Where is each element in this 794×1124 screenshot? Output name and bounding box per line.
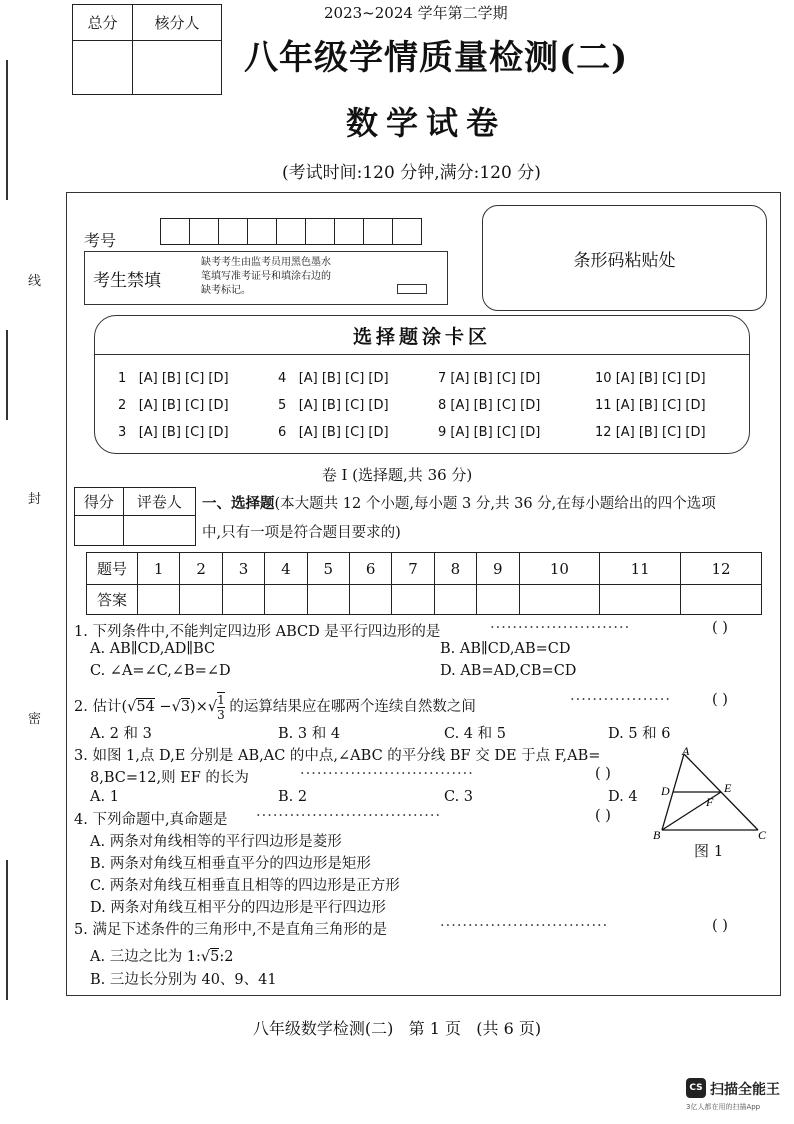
exam-number-digit[interactable] [190, 219, 219, 245]
fig-label-d: D [661, 784, 670, 798]
answer-table-num: 1 [138, 553, 180, 585]
q2-option-a: A. 2 和 3 [90, 726, 152, 742]
exam-number-digit[interactable] [393, 219, 422, 245]
q4-paren: ( ) [595, 808, 611, 824]
exam-number-digit[interactable] [364, 219, 393, 245]
fig-label-f: F [706, 795, 714, 809]
q5-option-b: B. 三边长分别为 40、9、41 [90, 972, 277, 988]
grader-label: 评卷人 [123, 488, 195, 516]
no-fill-note: 缺考考生由监考员用黑色墨水 笔填写准考证号和填涂右边的 缺考标记。 [201, 257, 331, 296]
binding-line [6, 330, 8, 420]
exam-number-digit[interactable] [248, 219, 277, 245]
answer-bubble-row[interactable]: 11 [A] [B] [C] [D] [595, 398, 706, 413]
side-label-seal: 封 [28, 492, 42, 507]
answer-bubble-row[interactable]: 6 [A] [B] [C] [D] [278, 425, 389, 440]
answer-table-num: 5 [307, 553, 349, 585]
q3-option-b: B. 2 [278, 789, 308, 805]
scanner-app-name: 扫描全能王 [710, 1082, 780, 1098]
q2-stem: 2. 估计(√54 −√3)×√ $\frac{1}{3}$ 的运算结果应在哪两个连续自然数之间 [74, 693, 476, 722]
q5-leader: ······························ [440, 918, 609, 934]
binding-line [6, 860, 8, 1000]
answer-table-num: 7 [392, 553, 434, 585]
barcode-area [482, 205, 767, 311]
q1-leader: ························· [490, 620, 631, 636]
answer-bubble-row[interactable]: 3 [A] [B] [C] [D] [118, 425, 229, 440]
answer-bubble-row[interactable]: 12 [A] [B] [C] [D] [595, 425, 706, 440]
exam-number-label: 考号 [84, 231, 117, 250]
exam-info: (考试时间:120 分钟,满分:120 分) [282, 163, 541, 183]
answer-table-num: 11 [600, 553, 681, 585]
q1-stem: 1. 下列条件中,不能判定四边形 ABCD 是平行四边形的是 [74, 624, 441, 640]
answer-cell[interactable] [138, 585, 180, 615]
q2-option-c: C. 4 和 5 [444, 726, 506, 742]
q4-option-d: D. 两条对角线互相平分的四边形是平行四边形 [90, 900, 386, 916]
answer-bubble-row[interactable]: 10 [A] [B] [C] [D] [595, 371, 706, 386]
no-fill-label: 考生禁填 [93, 271, 161, 291]
answer-bubble-row[interactable]: 5 [A] [B] [C] [D] [278, 398, 389, 413]
answer-table-num: 9 [477, 553, 519, 585]
exam-title: 八年级学情质量检测(二) [244, 38, 629, 78]
q1-option-d: D. AB=AD,CB=CD [440, 663, 577, 679]
fig-label-a: A [682, 746, 690, 758]
subject-title: 数学试卷 [346, 104, 507, 142]
q1-option-c: C. ∠A=∠C,∠B=∠D [90, 663, 231, 679]
answer-table-num: 8 [434, 553, 476, 585]
answer-cell[interactable] [222, 585, 264, 615]
answer-table-ans-label: 答案 [87, 585, 138, 615]
answer-cell[interactable] [600, 585, 681, 615]
answer-cell[interactable] [681, 585, 762, 615]
q5-option-a: A. 三边之比为 1:√5:2 [90, 949, 234, 965]
q2-leader: ·················· [570, 692, 671, 708]
q5-paren: ( ) [712, 918, 728, 934]
answer-cell[interactable] [180, 585, 222, 615]
barcode-label: 条形码粘贴处 [573, 251, 676, 271]
score-label: 得分 [75, 488, 124, 516]
answer-table [86, 552, 762, 615]
answer-bubble-row[interactable]: 7 [A] [B] [C] [D] [438, 371, 541, 386]
exam-number-digit[interactable] [335, 219, 364, 245]
answer-bubble-row[interactable]: 8 [A] [B] [C] [D] [438, 398, 541, 413]
q2-option-d: D. 5 和 6 [608, 726, 671, 742]
exam-number-boxes [160, 218, 422, 245]
checker-cell[interactable] [132, 41, 221, 95]
answer-bubble-row[interactable]: 4 [A] [B] [C] [D] [278, 371, 389, 386]
section-desc-2: 中,只有一项是符合题目要求的) [202, 525, 401, 541]
q1-paren: ( ) [712, 620, 728, 636]
part1-heading: 卷 I (选择题,共 36 分) [321, 466, 473, 484]
q4-leader: ································· [256, 808, 442, 824]
grader-cell[interactable] [123, 516, 195, 546]
answer-table-num: 6 [349, 553, 391, 585]
answer-bubble-row[interactable]: 9 [A] [B] [C] [D] [438, 425, 541, 440]
checker-label: 核分人 [132, 5, 221, 41]
q4-stem: 4. 下列命题中,真命题是 [74, 812, 228, 828]
total-score-label: 总分 [73, 5, 133, 41]
term-label: 2023~2024 学年第二学期 [324, 4, 508, 22]
q3-option-c: C. 3 [444, 789, 474, 805]
page-footer: 八年级数学检测(二) 第 1 页 (共 6 页) [252, 1019, 542, 1038]
answer-bubble-row[interactable]: 1 [A] [B] [C] [D] [118, 371, 229, 386]
q3-option-a: A. 1 [90, 789, 119, 805]
answer-cell[interactable] [392, 585, 434, 615]
exam-number-digit[interactable] [161, 219, 190, 245]
q1-option-b: B. AB∥CD,AB=CD [440, 641, 571, 657]
answer-cell[interactable] [265, 585, 307, 615]
answer-table-num-label: 题号 [87, 553, 138, 585]
answer-table-num: 2 [180, 553, 222, 585]
q3-paren: ( ) [595, 766, 611, 782]
score-box [72, 4, 222, 95]
fig-label-b: B [653, 828, 661, 842]
answer-cell[interactable] [434, 585, 476, 615]
q4-option-b: B. 两条对角线互相垂直平分的四边形是矩形 [90, 856, 371, 872]
answer-table-num: 12 [681, 553, 762, 585]
q5-stem: 5. 满足下述条件的三角形中,不是直角三角形的是 [74, 922, 388, 938]
answer-cell[interactable] [519, 585, 600, 615]
answer-card-title: 选择题涂卡区 [352, 326, 491, 348]
total-score-cell[interactable] [73, 41, 133, 95]
answer-table-num: 4 [265, 553, 307, 585]
answer-cell[interactable] [307, 585, 349, 615]
fig-label-e: E [724, 781, 732, 795]
q4-option-c: C. 两条对角线互相垂直且相等的四边形是正方形 [90, 878, 400, 894]
q2-paren: ( ) [712, 692, 728, 708]
no-fill-box [84, 251, 448, 305]
answer-bubble-row[interactable]: 2 [A] [B] [C] [D] [118, 398, 229, 413]
absent-mark-box[interactable] [397, 284, 427, 294]
q3-line-1: 3. 如图 1,点 D,E 分别是 AB,AC 的中点,∠ABC 的平分线 BF 交 DE 于点 F,AB= [74, 748, 601, 764]
exam-number-digit[interactable] [306, 219, 335, 245]
q3-leader: ······························· [300, 766, 474, 782]
scanner-app-icon: CS [686, 1078, 706, 1098]
exam-number-digit[interactable] [277, 219, 306, 245]
answer-cell[interactable] [349, 585, 391, 615]
answer-cell[interactable] [477, 585, 519, 615]
q4-option-a: A. 两条对角线相等的平行四边形是菱形 [90, 834, 342, 850]
q1-option-a: A. AB∥CD,AD∥BC [90, 641, 216, 657]
section-desc-1: 一、选择题(本大题共 12 个小题,每小题 3 分,共 36 分,在每小题给出的四个选项 [202, 495, 716, 512]
answer-table-num: 10 [519, 553, 600, 585]
figure-caption: 图 1 [694, 842, 724, 860]
q3-line-2: 8,BC=12,则 EF 的长为 [90, 770, 249, 786]
score-cell[interactable] [75, 516, 124, 546]
side-label-secret: 密 [28, 712, 42, 727]
answer-card-divider [95, 354, 749, 355]
side-label-line: 线 [28, 274, 42, 289]
q2-option-b: B. 3 和 4 [278, 726, 341, 742]
exam-number-digit[interactable] [219, 219, 248, 245]
scanner-app-tag: 3亿人都在用的扫描App [686, 1103, 761, 1111]
answer-table-num: 3 [222, 553, 264, 585]
grader-box [74, 487, 196, 546]
q3-option-d: D. 4 [608, 789, 638, 805]
fig-label-c: C [758, 828, 767, 842]
binding-line [6, 60, 8, 200]
